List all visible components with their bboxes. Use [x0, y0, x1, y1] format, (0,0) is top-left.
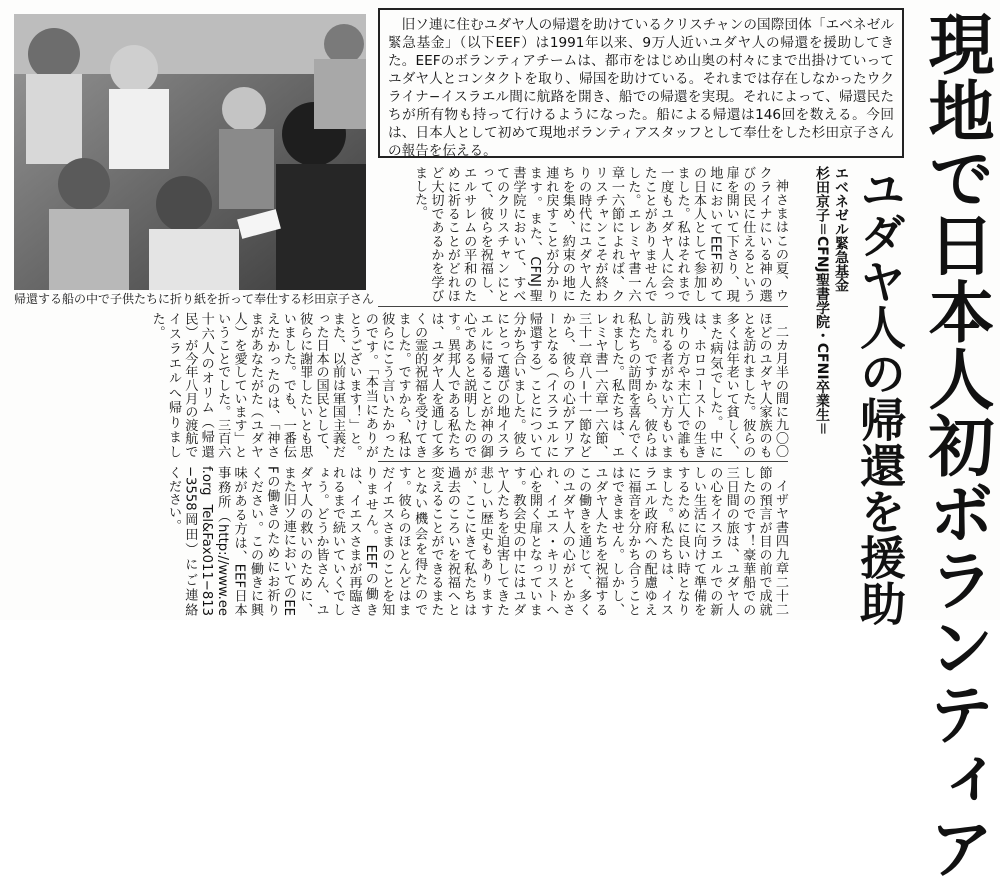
body-text-3: イザヤ書四九章二十二節の預言が目の前で成就したのです！豪華船での三日間の旅は、ユダヤ人の心をイスラエルでの新しい生活に向けて準備をするために良い時となりました。私たちは、イスラエル政府への配慮ゆえに福音を分かち合うことはできません。しかし、ユダヤ人たちを祝福するこの働きを通じて、多くのユダヤ人の心がとかされ、イエス・キリストへ心を開く扉となっています。教会史の中にはユダヤ人たちを迫害してきた悲しい歴史もありますが、ここにきて私たちは過去のころいを祝福へと変えることができるまたとない機会を得たのです。彼らのほとんどはまだイエスさまのことを知りません。EEFの働きは、イエスさまが再臨されるまで続いていくでしょう。どうか皆さん、ユダヤ人の救いのために、また旧ソ連においてのEEFの働きのためにお祈りください。この働きに興味がある方は、EEF日本事務所（http://www.eef.org Tel&Fax011−813−3558岡田）にご連絡ください。	[165, 466, 788, 616]
body-column-2	[149, 312, 788, 458]
article-photo	[14, 14, 366, 290]
lead-box	[378, 8, 904, 158]
children-origami-photo	[14, 14, 366, 290]
body-text-2: 二カ月半の間に九〇〇ほどのユダヤ人家族のもとを訪れました。彼らの多くは年老いて貧しく、また病気でした。中には、ホロコーストの生き残りの方や末亡人で誰も訪れる者がない方もいました。ですから、彼らは私たちの訪問を喜んでくれました。私たちは、エレミヤ書一六章一六節、三十一章八−十一節などから、彼らの心がアリアーとなる（イスラエルに帰還する）ことについて分かち合いました。彼らにとって選びの地イスラエルに帰ることが神の御心であると説明したのです。異邦人である私たちは、ユダヤ人を通して多くの霊的祝福を受けてきました。ですから、私は彼らにこう言いたかったのです。「本当にありがとうございます！」と。また、以前は軍国主義だった日本の国民として、彼らに謝罪したいとも思いました。でも、一番伝えたかったのは、「神さまがあなたがた（ユダヤ人）を愛しています」ということでした。三百六十六人のオリム（帰還民）が今年八月の渡航でイスラエルへ帰りました。	[149, 312, 788, 458]
lead-paragraph: 旧ソ連に住むユダヤ人の帰還を助けているクリスチャンの国際団体「エベネゼル緊急基金」（以下EEF）は1991年以来、9万人近いユダヤ人の帰還を援助してきた。EEFのボランティアチームは、都市をはじめ山奥の村々にまで出掛けていってユダヤ人とコンタクトを取り、帰国を助けている。それまでは存在しなかったウクライナ−イスラエル間に航路を開き、船での帰還を実現。それによって、帰還民たちが所有物も持って行けるようになった。船による帰還は146回を数える。今回は、日本人として初めて現地ボランティアスタッフとして奉仕をした杉田京子さんの報告を伝える。	[388, 17, 894, 159]
headline: 現地で日本人初ボランティア	[917, 10, 994, 881]
column-divider	[378, 461, 788, 462]
byline	[790, 166, 850, 436]
body-column-3	[165, 466, 788, 616]
byline-author: 杉田京子＝CFNJ聖書学院・CFNI卒業生＝	[814, 166, 830, 436]
column-divider	[378, 306, 788, 307]
body-text-1: 神さまはこの夏、ウクライナにいる神の選びの民に仕えるという扉を開いて下さり、現地においてEEF初めての日本人として参加しました。私はそれまで一度もユダヤ人に会ったことがありませんでした。エレミヤ書一六章一六節によれば、クリスチャンこそが終わりの時代にユダヤ人たちを集め、約束の地に連れ戻すことが分かります。また、CFNJ聖書学院において、すべてのクリスチャンにとって、彼らを祝福し、エルサレムの平和のために祈ることがどれほど大切であるかを学びました。	[412, 166, 788, 302]
body-column-1	[378, 166, 788, 302]
byline-org: エベネゼル緊急基金	[833, 166, 849, 292]
photo-caption: 帰還する船の中で子供たちに折り紙を折って奉仕する杉田京子さん	[14, 292, 375, 306]
subheadline: ユダヤ人の帰還を援助	[853, 166, 907, 626]
